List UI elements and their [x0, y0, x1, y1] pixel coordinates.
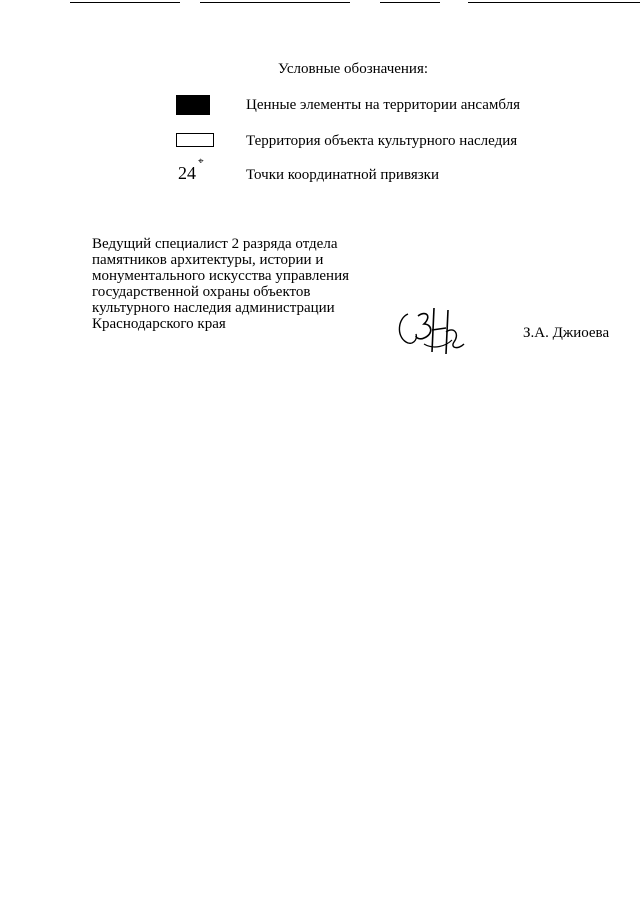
- legend-item-heritage-territory: [0, 131, 640, 157]
- point-number: 24: [178, 163, 196, 183]
- legend-item-coordinate-points: [0, 156, 640, 191]
- position-line: памятников архитектуры, истории и: [92, 252, 324, 268]
- legend-item-valuable-elements: [0, 95, 640, 121]
- position-line: монументального искусства управления: [92, 268, 349, 284]
- position-line: культурного наследия администрации: [92, 300, 335, 316]
- position-line: Ведущий специалист 2 разряда отдела: [92, 236, 338, 252]
- scan-artifact-line: [200, 2, 350, 3]
- legend-label: Территория объекта культурного наследия: [246, 133, 518, 149]
- legend-title: Условные обозначения:: [278, 61, 429, 77]
- crosshair-point-icon: ⌖: [198, 156, 204, 167]
- signer-name: З.А. Джиоева: [523, 325, 610, 341]
- scan-artifact-line: [380, 2, 440, 3]
- outlined-rectangle-icon: [176, 133, 214, 147]
- position-line: государственной охраны объектов: [92, 284, 311, 300]
- scan-artifact-line: [70, 2, 180, 3]
- position-line: Краснодарского края: [92, 316, 226, 332]
- legend-label: Точки координатной привязки: [246, 167, 439, 183]
- legend-label: Ценные элементы на территории ансамбля: [246, 97, 521, 113]
- black-rectangle-icon: [176, 95, 210, 115]
- signatory-position: [92, 236, 392, 332]
- scan-artifact-line: [468, 2, 640, 3]
- coordinate-point-symbol: [178, 156, 204, 183]
- handwritten-signature: [394, 300, 474, 360]
